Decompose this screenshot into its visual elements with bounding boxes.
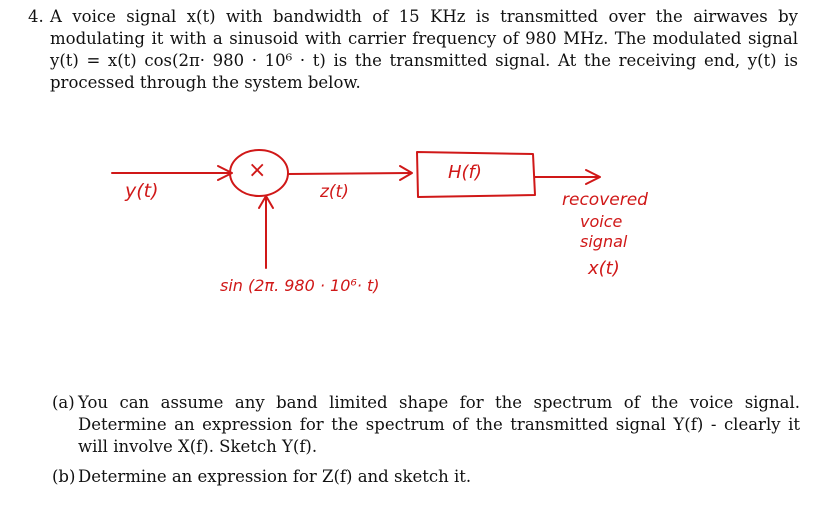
output-signal-label: x(t) xyxy=(588,258,620,279)
output-label-recovered: recovered xyxy=(562,190,648,210)
part-a-text: You can assume any band limited shape for the spectrum of the voice signal. Determine an expression for the spectrum of the transmitted signal Y(f) - clearly it will involve X(f). Sketch Y(f). xyxy=(78,393,800,456)
intermediate-label: z(t) xyxy=(320,182,349,202)
oscillator-label: sin (2π. 980 · 10⁶· t) xyxy=(220,276,380,295)
multiplier-symbol: × xyxy=(248,158,267,183)
block-diagram xyxy=(0,140,837,310)
problem-number: 4. xyxy=(28,7,44,26)
output-label-signal: signal xyxy=(580,232,628,251)
part-a-label: (a) xyxy=(52,393,75,412)
problem-text: A voice signal x(t) with bandwidth of 15 KHz is transmitted over the airwaves by modulating it with a sinusoid with carrier frequency of 980 MHz. The modulated signal y(t) = x(t) cos(2π· 980 · 10⁶ · t) is the transmitted signal. At the receiving end, y(t) is processed through the system below. xyxy=(50,7,798,92)
output-label-voice: voice xyxy=(580,212,623,231)
mid-line xyxy=(288,173,410,174)
problem-statement xyxy=(28,6,798,94)
part-a xyxy=(52,392,800,458)
part-b xyxy=(52,466,800,488)
filter-label: H(f) xyxy=(448,162,482,183)
part-b-label: (b) xyxy=(52,467,76,486)
diagram-drawing xyxy=(0,140,837,310)
sub-questions xyxy=(52,392,800,496)
part-b-text: Determine an expression for Z(f) and sketch it. xyxy=(78,467,472,486)
input-label: y(t) xyxy=(125,180,159,202)
